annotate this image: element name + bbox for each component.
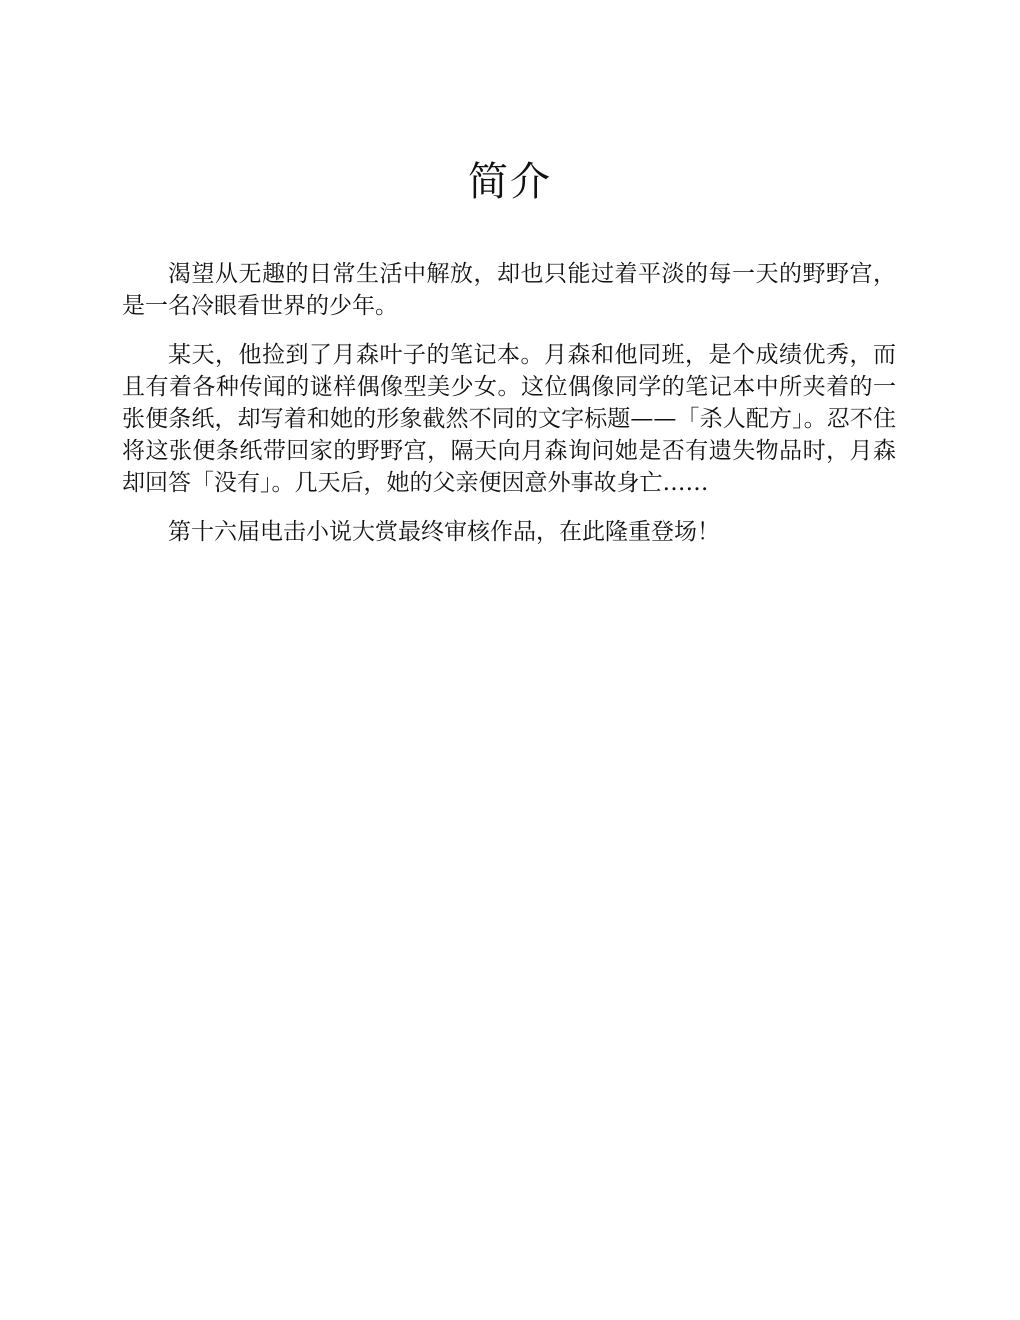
synopsis-body	[122, 258, 896, 565]
paragraph-story: 某天，他捡到了月森叶子的笔记本。月森和他同班，是个成绩优秀，而且有着各种传闻的谜样偶像型美少女。这位偶像同学的笔记本中所夹着的一张便条纸，却写着和她的形象截然不同的文字标题——「杀人配方」。忍不住将这张便条纸带回家的野野宫，隔天向月森询问她是否有遗失物品时，月森却回答「没有」。几天后，她的父亲便因意外事故身亡……	[122, 342, 896, 496]
paragraph-award: 第十六届电击小说大赏最终审核作品，在此隆重登场！	[168, 519, 720, 545]
paragraph-intro: 渴望从无趣的日常生活中解放，却也只能过着平淡的每一天的野野宫，是一名冷眼看世界的少年。	[122, 261, 896, 319]
page-title: 简介	[468, 159, 552, 205]
